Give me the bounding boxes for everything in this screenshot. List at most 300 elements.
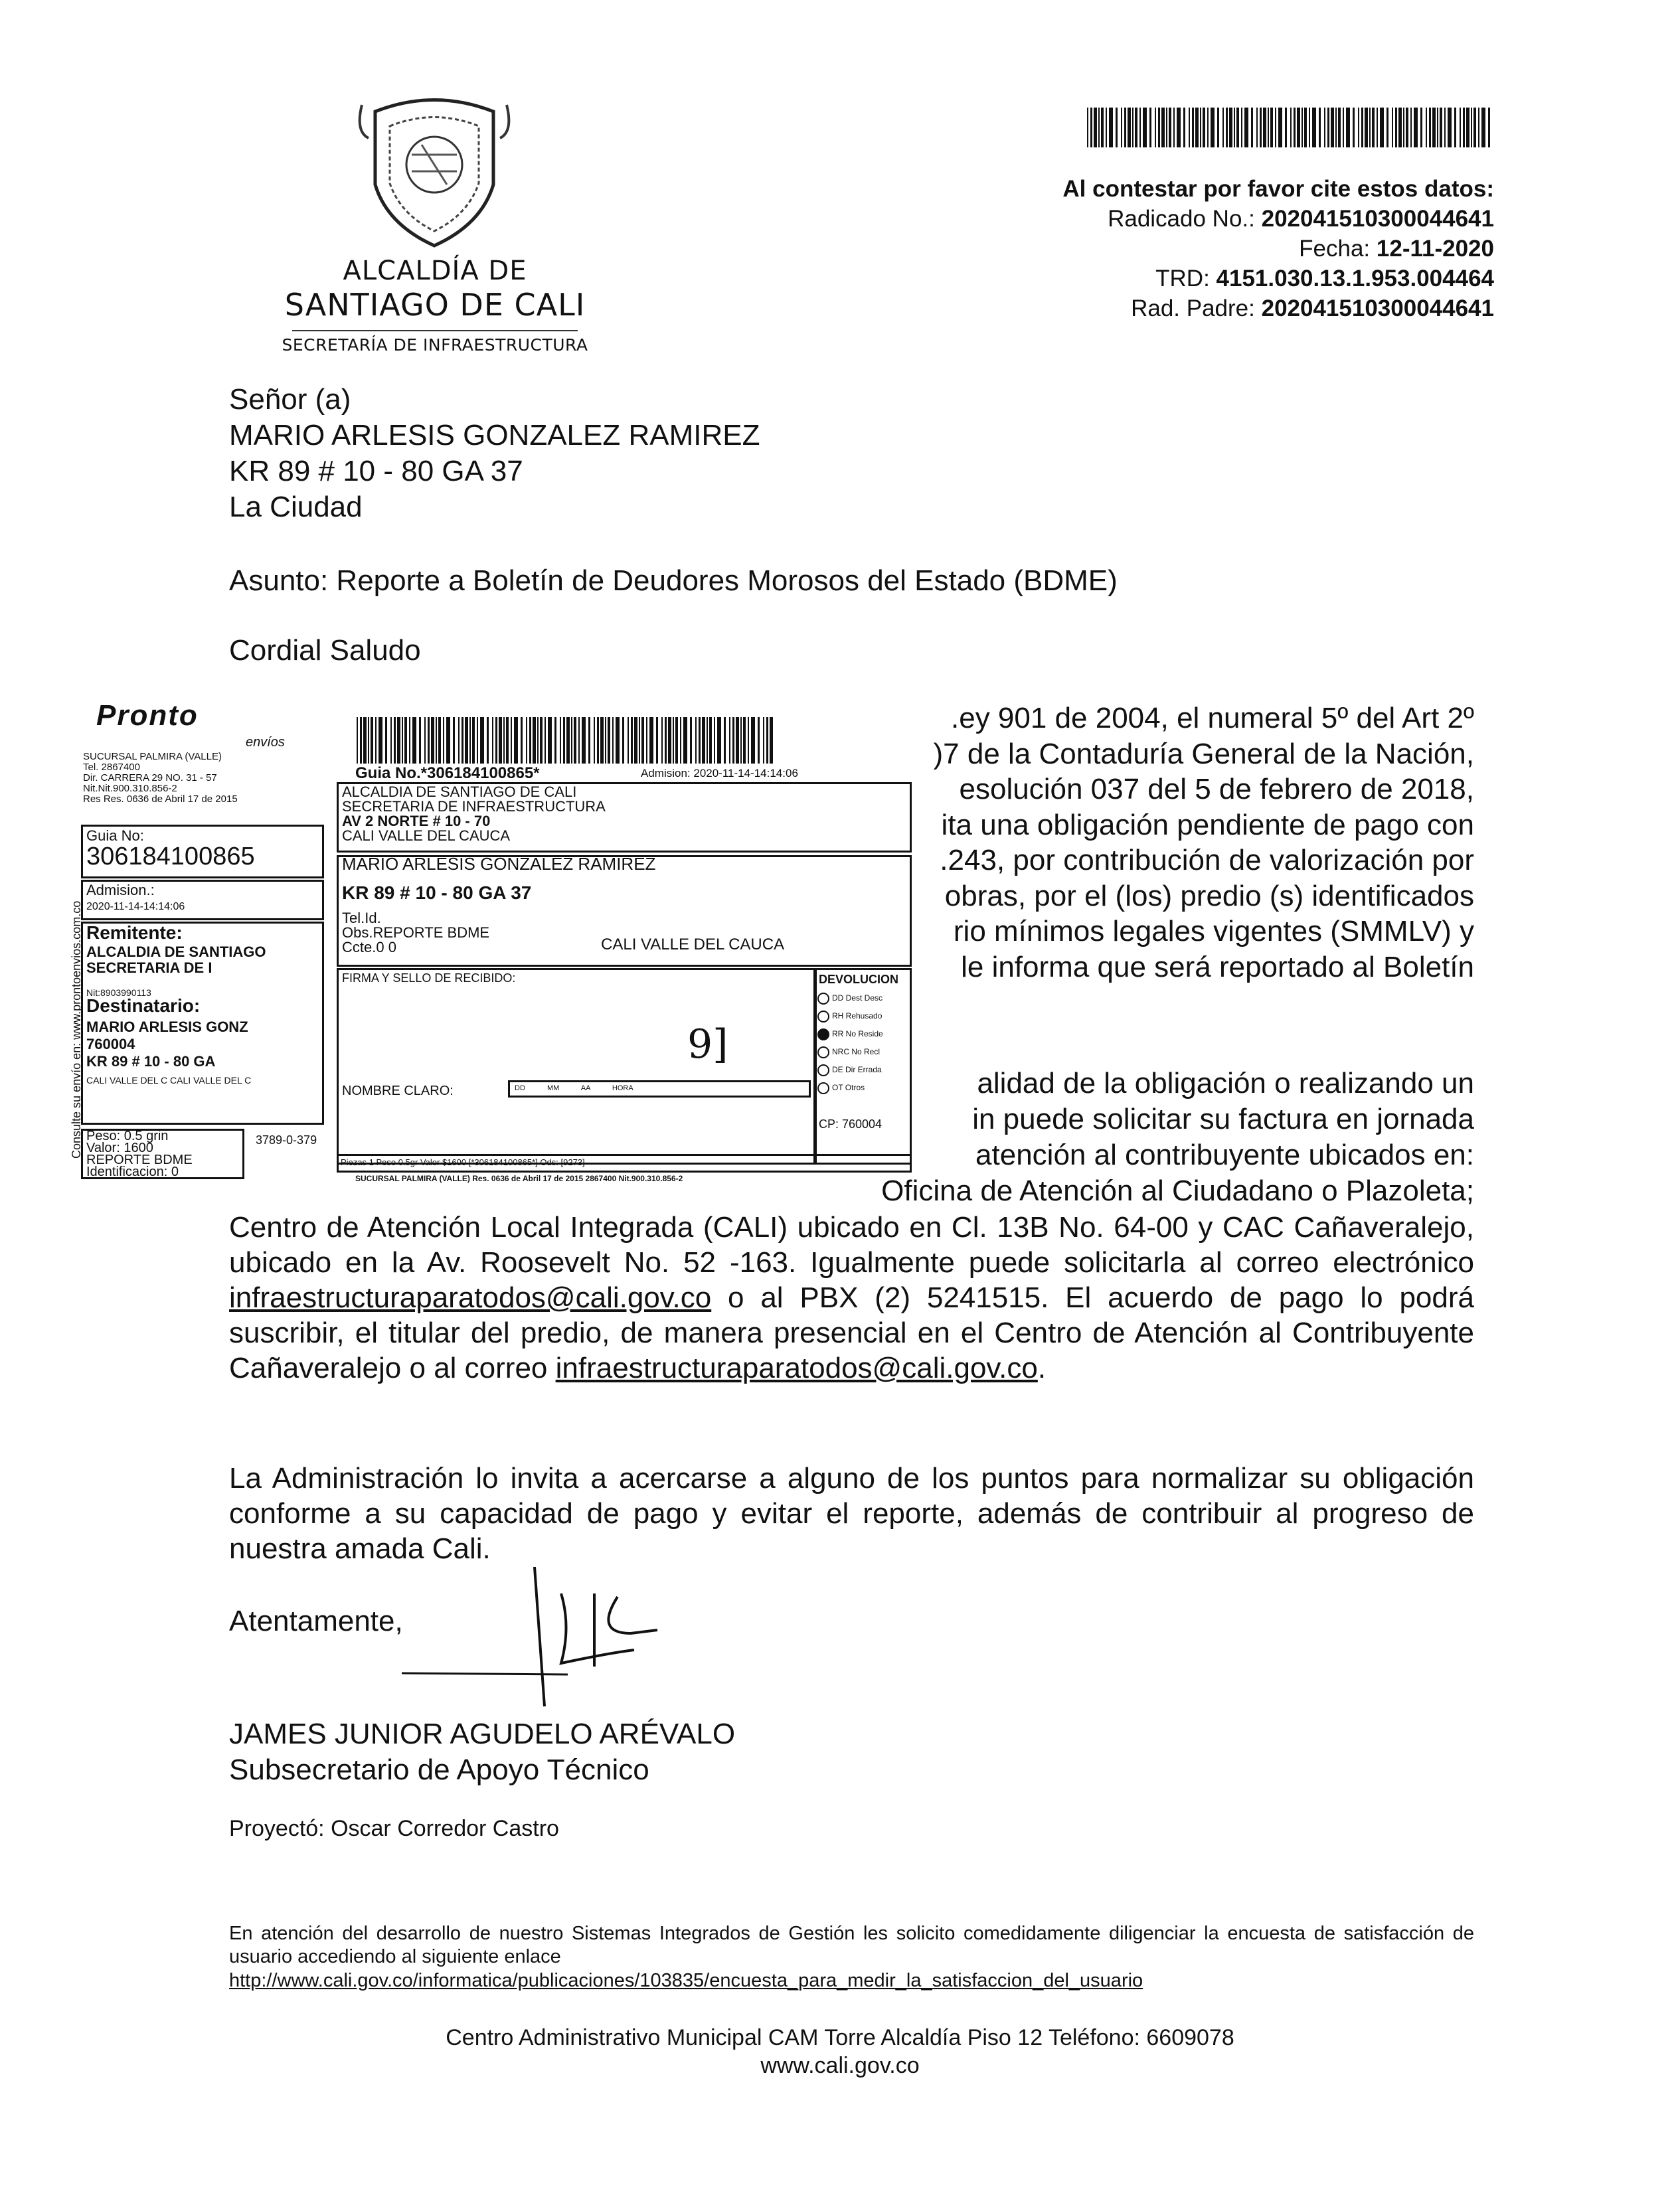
guia-label: Guia No: <box>86 827 144 844</box>
barcode-bar <box>1473 108 1476 147</box>
closing: Atentamente, <box>229 1605 403 1637</box>
email-link[interactable]: infraestructuraparatodos@cali.gov.co <box>555 1352 1038 1384</box>
barcode-bar <box>1338 108 1341 147</box>
piezas-line: Piezas 1 Peso 0.5gr Valor $1600 [*306184100865*] Ods: [9273] <box>341 1157 585 1167</box>
barcode-bar <box>446 717 450 764</box>
barcode-bar <box>770 717 773 764</box>
barcode-bar <box>469 717 471 764</box>
barcode-bar <box>357 717 358 764</box>
barcode-bar <box>665 717 667 764</box>
barcode-bar <box>1087 108 1088 147</box>
barcode-bar <box>736 717 739 764</box>
remitente-line: ALCALDIA DE SANTIAGO <box>86 943 266 960</box>
barcode-bar <box>1211 108 1215 147</box>
nombre-claro-label: NOMBRE CLARO: <box>342 1084 454 1098</box>
barcode-bar <box>554 717 556 764</box>
barcode-bar <box>436 717 437 764</box>
barcode-bar <box>443 717 444 764</box>
barcode-bar <box>563 717 565 764</box>
barcode-bar <box>631 717 633 764</box>
sender-line: CALI VALLE DEL CAUCA <box>342 827 511 844</box>
barcode-bar <box>1386 108 1388 147</box>
footer-address-line: Centro Administrativo Municipal CAM Torre Alcaldía Piso 12 Teléfono: 6609078 <box>446 2025 1234 2050</box>
barcode-bar <box>1343 108 1344 147</box>
barcode-bar <box>506 717 509 764</box>
barcode-bar <box>1173 108 1175 147</box>
courier-cp: CP: 760004 <box>819 1117 882 1131</box>
courier-tel: Tel. 2867400 <box>83 762 140 773</box>
dev-option[interactable] <box>817 1061 883 1079</box>
barcode-bar <box>1251 108 1253 147</box>
barcode-bar <box>566 717 570 764</box>
barcode-bar <box>1454 108 1456 147</box>
remitente-line: SECRETARIA DE I <box>86 959 212 976</box>
sender-line: AV 2 NORTE # 10 - 70 <box>342 813 491 829</box>
barcode-bar <box>724 717 726 764</box>
body-line: .243, por contribución de valorización por <box>940 844 1474 876</box>
barcode-bar <box>1302 108 1303 147</box>
barcode-bar <box>612 717 614 764</box>
barcode-bar <box>1222 108 1224 147</box>
barcode-bar <box>1109 108 1113 147</box>
barcode-bar <box>503 717 505 764</box>
barcode-bar <box>1463 108 1465 147</box>
barcode-bar <box>428 717 430 764</box>
barcode-bar <box>1260 108 1262 147</box>
barcode-bar <box>1327 108 1329 147</box>
barcode-bar <box>1312 108 1316 147</box>
barcode-bar <box>371 717 373 764</box>
barcode-bar <box>702 717 705 764</box>
barcode-bar <box>656 717 658 764</box>
date-col: AA <box>580 1084 590 1092</box>
barcode-bar <box>649 717 653 764</box>
fecha-label: Fecha: <box>1299 236 1371 262</box>
radicado-barcode <box>1086 108 1494 147</box>
barcode-bar <box>1090 108 1092 147</box>
barcode-bar <box>1432 108 1436 147</box>
barcode-bar <box>1207 108 1209 147</box>
barcode-bar <box>495 717 497 764</box>
barcode-bar <box>1256 108 1258 147</box>
courier-code: 3789-0-379 <box>256 1133 317 1147</box>
cite-label: Al contestar por favor cite estos datos: <box>1062 176 1494 202</box>
barcode-bar <box>695 717 697 764</box>
barcode-bar <box>1361 108 1363 147</box>
remitente-info <box>86 944 266 976</box>
receiver-address: KR 89 # 10 - 80 GA 37 <box>342 882 532 903</box>
barcode-bar <box>1377 108 1378 147</box>
barcode-bar <box>424 717 426 764</box>
barcode-bar <box>714 717 715 764</box>
barcode-bar <box>605 717 606 764</box>
destinatario-line: KR 89 # 10 - 80 GA <box>86 1053 216 1070</box>
barcode-bar <box>1471 108 1472 147</box>
body-line: .ey 901 de 2004, el numeral 5º del Art 2º <box>951 702 1474 734</box>
destinatario-label: Destinatario: <box>86 995 201 1016</box>
barcode-bar <box>1290 108 1292 147</box>
email-link[interactable]: infraestructuraparatodos@cali.gov.co <box>229 1281 712 1314</box>
courier-dir: Dir. CARRERA 29 NO. 31 - 57 <box>83 772 217 783</box>
barcode-bar <box>1395 108 1397 147</box>
guia-barcode <box>355 717 774 764</box>
org-divider <box>292 330 578 331</box>
projected-by: Proyectó: Oscar Corredor Castro <box>229 1816 559 1841</box>
barcode-bar <box>1365 108 1368 147</box>
barcode-bar <box>690 717 692 764</box>
barcode-bar <box>1448 108 1452 147</box>
barcode-bar <box>363 717 367 764</box>
barcode-bar <box>751 717 755 764</box>
remitente-label: Remitente: <box>86 922 183 943</box>
devolucion-options <box>817 989 883 1097</box>
barcode-bar <box>511 717 512 764</box>
dev-option-label: NRC No Recl <box>832 1047 881 1056</box>
footer-address <box>0 2024 1680 2080</box>
recipient-salutation: Señor (a) <box>229 383 351 416</box>
barcode-bar <box>480 717 484 764</box>
barcode-bar <box>1270 108 1273 147</box>
barcode-bar <box>1304 108 1307 147</box>
barcode-bar <box>453 717 455 764</box>
barcode-bar <box>1346 108 1350 147</box>
radio-icon <box>817 1028 829 1040</box>
receiver-tel: Tel.Id. <box>342 910 381 926</box>
barcode-bar <box>641 717 644 764</box>
dev-option[interactable] <box>817 989 883 1007</box>
body-line: atención al contribuyente ubicados en: <box>975 1139 1474 1171</box>
barcode-bar <box>582 717 586 764</box>
barcode-bar <box>390 717 392 764</box>
barcode-bar <box>1398 108 1402 147</box>
body-line: ita una obligación pendiente de pago con <box>941 808 1474 841</box>
subject-line: Asunto: Reporte a Boletín de Deudores Morosos del Estado (BDME) <box>229 564 1118 597</box>
barcode-bar <box>1128 108 1131 147</box>
barcode-bar <box>402 717 403 764</box>
barcode-bar <box>472 717 475 764</box>
barcode-bar <box>458 717 460 764</box>
dev-option[interactable] <box>817 1025 883 1043</box>
radicado-value: 202041510300044641 <box>1261 206 1494 232</box>
barcode-bar <box>1132 108 1134 147</box>
barcode-bar <box>740 717 742 764</box>
barcode-bar <box>628 717 629 764</box>
destinatario-city: CALI VALLE DEL C CALI VALLE DEL C <box>86 1075 252 1086</box>
devolucion-label: DEVOLUCION <box>819 973 899 986</box>
body-line: rio mínimos legales vigentes (SMMLV) y <box>953 915 1474 947</box>
barcode-bar <box>732 717 734 764</box>
barcode-bar <box>1195 108 1199 147</box>
barcode-bar <box>639 717 640 764</box>
barcode-bar <box>1135 108 1137 147</box>
barcode-bar <box>766 717 768 764</box>
barcode-bar <box>521 717 523 764</box>
body-text: o al PBX (2) 5241515. El acuerdo de pago lo podrá suscribir, el titular del predio, de manera presencial en el Centro de Atención al Contribuyente Cañaveralejo o al correo <box>229 1281 1474 1384</box>
org-department: SECRETARÍA DE INFRAESTRUCTURA <box>282 335 588 355</box>
barcode-bar <box>1429 108 1431 147</box>
barcode-bar <box>1275 108 1276 147</box>
courier-res: Res Res. 0636 de Abril 17 de 2015 <box>83 793 238 805</box>
survey-link[interactable]: http://www.cali.gov.co/informatica/publicaciones/103835/encuesta_para_medir_la_satisfaccion_del_usuario <box>229 1970 1143 1991</box>
body-line: obras, por el (los) predio (s) identificados <box>944 879 1474 912</box>
barcode-bar <box>1478 108 1479 147</box>
barcode-bar <box>477 717 478 764</box>
barcode-bar <box>1488 108 1490 147</box>
radio-icon <box>817 1082 829 1094</box>
firma-label: FIRMA Y SELLO DE RECIBIDO: <box>342 971 516 985</box>
barcode-bar <box>1229 108 1232 147</box>
barcode-bar <box>545 717 546 764</box>
peso-value: 0.5 grin <box>124 1129 169 1143</box>
barcode-bar <box>578 717 580 764</box>
barcode-bar <box>600 717 604 764</box>
barcode-bar <box>680 717 681 764</box>
barcode-bar <box>1460 108 1461 147</box>
barcode-bar <box>1121 108 1122 147</box>
barcode-bar <box>729 717 730 764</box>
barcode-bar <box>608 717 610 764</box>
destinatario-info <box>86 1019 248 1070</box>
barcode-bar <box>548 717 552 764</box>
org-name-line2: SANTIAGO DE CALI <box>284 287 586 323</box>
sender-line: SECRETARIA DE INFRAESTRUCTURA <box>342 798 606 815</box>
barcode-bar <box>1226 108 1228 147</box>
barcode-bar <box>717 717 721 764</box>
receiver-ccte: Ccte.0 0 <box>342 939 396 955</box>
barcode-bar <box>1241 108 1242 147</box>
courier-brand: Pronto <box>96 699 199 732</box>
sender-block <box>342 785 606 843</box>
barcode-bar <box>499 717 502 764</box>
barcode-bar <box>1217 108 1219 147</box>
barcode-bar <box>1297 108 1300 147</box>
barcode-bar <box>709 717 712 764</box>
receiver-name: MARIO ARLESIS GONZALEZ RAMIREZ <box>342 854 656 874</box>
courier-nit: Nit.Nit.900.310.856-2 <box>83 783 177 794</box>
barcode-bar <box>1200 108 1201 147</box>
barcode-bar <box>560 717 561 764</box>
barcode-bar <box>1192 108 1194 147</box>
barcode-bar <box>404 717 407 764</box>
body-line: le informa que será reportado al Boletín <box>961 950 1474 983</box>
admision-label: Admision.: <box>86 882 155 898</box>
recipient-address: KR 89 # 10 - 80 GA 37 <box>229 455 523 487</box>
footer-website[interactable]: www.cali.gov.co <box>760 2053 920 2078</box>
barcode-bar <box>1234 108 1235 147</box>
barcode-bar <box>1169 108 1171 147</box>
body-line: alidad de la obligación o realizando un <box>977 1067 1474 1100</box>
barcode-bar <box>1406 108 1408 147</box>
admision-value: 2020-11-14-14:14:06 <box>86 901 185 912</box>
valor-label: Valor: <box>86 1141 120 1155</box>
barcode-bar <box>1414 108 1418 147</box>
body-line: in puede solicitar su factura en jornada <box>972 1103 1474 1135</box>
barcode-bar <box>588 717 590 764</box>
trd-value: 4151.030.13.1.953.004464 <box>1216 266 1494 291</box>
recipient-block <box>229 382 760 525</box>
barcode-bar <box>571 717 572 764</box>
barcode-bar <box>763 717 764 764</box>
handwritten-mark: 9] <box>687 1021 728 1068</box>
barcode-bar <box>1177 108 1181 147</box>
signer-name: JAMES JUNIOR AGUDELO ARÉVALO <box>229 1718 736 1750</box>
barcode-bar <box>1403 108 1404 147</box>
signature-block <box>229 1716 735 1788</box>
barcode-bar <box>397 717 400 764</box>
barcode-bar <box>1101 108 1104 147</box>
barcode-bar <box>699 717 701 764</box>
barcode-bar <box>514 717 518 764</box>
recipient-city: La Ciudad <box>229 491 363 523</box>
body-paragraph2: Centro de Atención Local Integrada (CALI) ubicado en Cl. 13B No. 64-00 y CAC Cañaveralejo, ubicado en la Av. Roosevelt No. 52 -163. Igualmente puede solicitarla al correo electrónico infraestructuraparatodos@cali.gov.co o al PBX (2) 5241515. El acuerdo de pago lo podrá suscribir, el titular del predio, de manera presencial en el Centro de Atención al Contribuyente Cañaveralejo o al correo infraestructuraparatodos@cali.gov.co. <box>229 1211 1474 1384</box>
courier-branch: SUCURSAL PALMIRA (VALLE) <box>83 751 222 762</box>
barcode-bar <box>1331 108 1334 147</box>
signer-title: Subsecretario de Apoyo Técnico <box>229 1754 649 1786</box>
body-paragraph3: La Administración lo invita a acercarse a alguno de los puntos para normalizar su obligación conforme a su capacidad de pago y evitar el reporte, además de contribuir al progreso de nuestra amada Cali. <box>229 1462 1474 1565</box>
barcode-bar <box>1440 108 1442 147</box>
body-text: Centro de Atención Local Integrada (CALI) ubicado en Cl. 13B No. 64-00 y CAC Cañaveralejo, ubicado en la Av. Roosevelt No. 52 -163. Igualmente puede solicitarla al correo electrónico <box>229 1211 1474 1279</box>
barcode-bar <box>1161 108 1165 147</box>
valor-value: 1600 <box>124 1141 153 1155</box>
barcode-bar <box>1309 108 1310 147</box>
barcode-bar <box>1278 108 1282 147</box>
barcode-bar <box>540 717 543 764</box>
dev-option[interactable] <box>817 1043 883 1061</box>
barcode-bar <box>1481 108 1485 147</box>
radicado-label: Radicado No.: <box>1108 206 1255 232</box>
barcode-bar <box>707 717 708 764</box>
dev-option-label: DE Dir Errada <box>832 1065 882 1074</box>
body-line: Oficina de Atención al Ciudadano o Plazoleta; <box>881 1175 1474 1207</box>
barcode-bar <box>594 717 595 764</box>
barcode-bar <box>1139 108 1141 147</box>
date-col: MM <box>546 1084 560 1092</box>
survey-note: En atención del desarrollo de nuestro Sistemas Integrados de Gestión les solicito comedidamente diligenciar la encuesta de satisfacción de usuario accediendo al siguiente enlace <box>229 1923 1474 1967</box>
barcode-bar <box>1166 108 1167 147</box>
barcode-bar <box>1098 108 1100 147</box>
barcode-bar <box>378 717 382 764</box>
barcode-bar <box>1324 108 1325 147</box>
signature-receipt-box <box>337 968 815 1165</box>
greeting: Cordial Saludo <box>229 634 421 667</box>
body-line: )7 de la Contaduría General de la Nación, <box>933 737 1474 770</box>
receiver-obs: Obs.REPORTE BDME <box>342 924 490 941</box>
barcode-bar <box>409 717 410 764</box>
barcode-bar <box>683 717 687 764</box>
barcode-bar <box>1285 108 1287 147</box>
barcode-bar <box>1380 108 1384 147</box>
body-line: esolución 037 del 5 de febrero de 2018, <box>959 773 1474 805</box>
body-paragraph1-visible <box>880 700 1474 985</box>
guia-barcode-text: Guia No.*306184100865* <box>355 764 540 782</box>
courier-side-text: Consulte su envío en: www.prontoenvios.com.co <box>70 900 83 1159</box>
dev-option-label: DD Dest Desc <box>832 993 883 1003</box>
barcode-bar <box>1143 108 1147 147</box>
dev-option-label: OT Otros <box>832 1083 865 1092</box>
barcode-bar <box>622 717 624 764</box>
barcode-bar <box>1189 108 1190 147</box>
courier-branch-info <box>83 752 238 805</box>
coat-of-arms-icon <box>349 92 520 251</box>
barcode-bar <box>743 717 746 764</box>
barcode-bar <box>1236 108 1239 147</box>
barcode-bar <box>375 717 377 764</box>
barcode-bar <box>1420 108 1422 147</box>
barcode-bar <box>673 717 674 764</box>
barcode-bar <box>646 717 647 764</box>
barcode-bar <box>1335 108 1337 147</box>
barcode-bar <box>412 717 416 764</box>
fecha-value: 12-11-2020 <box>1376 236 1494 262</box>
admision-right: Admision: 2020-11-14-14:14:06 <box>641 767 798 779</box>
barcode-bar <box>574 717 576 764</box>
courier-bottom-line: SUCURSAL PALMIRA (VALLE) Res. 0636 de Abril 17 de 2015 2867400 Nit.900.310.856-2 <box>355 1174 683 1183</box>
barcode-bar <box>675 717 678 764</box>
dev-option[interactable] <box>817 1007 883 1025</box>
barcode-bar <box>1444 108 1446 147</box>
barcode-bar <box>1426 108 1427 147</box>
barcode-bar <box>529 717 531 764</box>
barcode-bar <box>487 717 489 764</box>
destinatario-line: 760004 <box>86 1036 135 1052</box>
barcode-bar <box>492 717 493 764</box>
barcode-bar <box>758 717 760 764</box>
barcode-bar <box>1372 108 1375 147</box>
courier-label <box>56 677 899 1183</box>
receiver-meta <box>342 911 489 955</box>
barcode-bar <box>1244 108 1248 147</box>
barcode-bar <box>1466 108 1470 147</box>
radio-icon <box>817 1046 829 1058</box>
radio-icon <box>817 993 829 1005</box>
radio-icon <box>817 1064 829 1076</box>
body-paragraph2-visible <box>880 1066 1474 1173</box>
peso-identificacion: Identificacion: 0 <box>86 1165 179 1179</box>
barcode-bar <box>368 717 369 764</box>
guia-value: 306184100865 <box>86 843 255 870</box>
barcode-bar <box>1358 108 1359 147</box>
date-col: HORA <box>612 1084 633 1092</box>
remitente-nit: Nit:8903990113 <box>86 987 151 998</box>
barcode-bar <box>1106 108 1107 147</box>
barcode-bar <box>597 717 599 764</box>
date-col: DD <box>515 1084 525 1092</box>
dev-option[interactable] <box>817 1079 883 1097</box>
barcode-bar <box>1158 108 1160 147</box>
date-cols <box>515 1080 633 1097</box>
barcode-bar <box>394 717 396 764</box>
barcode-bar <box>1263 108 1266 147</box>
radio-icon <box>817 1011 829 1022</box>
dev-option-label: RH Rehusado <box>832 1011 882 1021</box>
dev-option-label: RR No Reside <box>832 1029 883 1038</box>
barcode-bar <box>1353 108 1355 147</box>
signature-icon <box>395 1547 694 1720</box>
barcode-bar <box>1183 108 1185 147</box>
trd-label: TRD: <box>1155 266 1210 291</box>
barcode-bar <box>462 717 463 764</box>
peso-label: Peso: <box>86 1129 121 1143</box>
reference-block <box>1062 174 1494 323</box>
barcode-bar <box>668 717 671 764</box>
barcode-bar <box>419 717 421 764</box>
barcode-bar <box>1319 108 1321 147</box>
barcode-bar <box>1124 108 1126 147</box>
barcode-bar <box>616 717 620 764</box>
receiver-city: CALI VALLE DEL CAUCA <box>601 936 785 953</box>
peso-info <box>86 1130 193 1178</box>
barcode-bar <box>360 717 362 764</box>
